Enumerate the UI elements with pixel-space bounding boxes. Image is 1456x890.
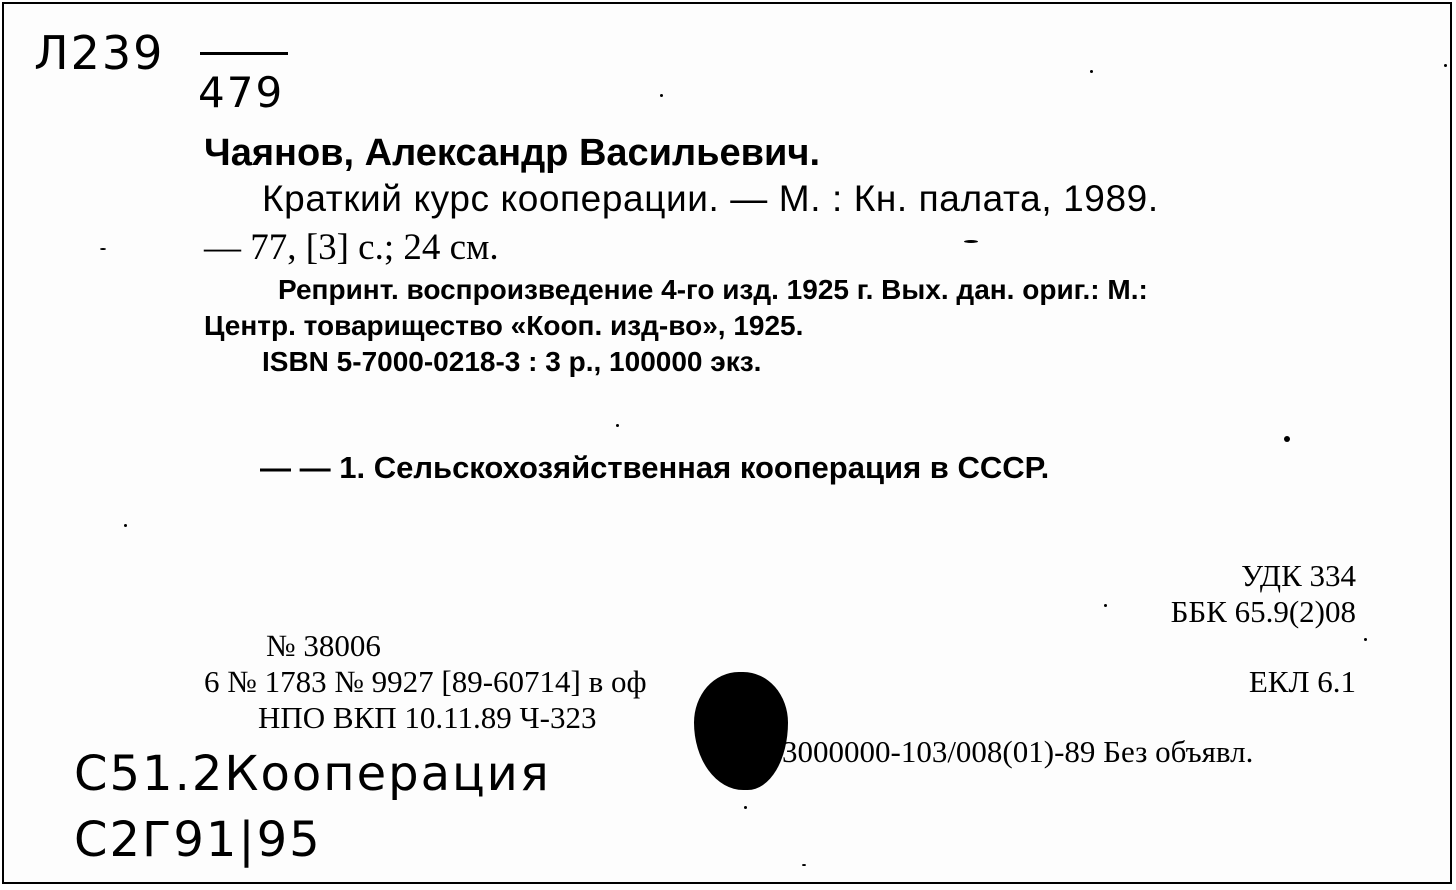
speck xyxy=(1104,604,1107,607)
speck xyxy=(964,240,978,243)
catalog-card xyxy=(2,2,1452,884)
speck xyxy=(1284,436,1290,442)
speck xyxy=(744,806,747,809)
speck xyxy=(802,864,806,866)
speck xyxy=(1364,638,1367,641)
registry-line-2: НПО ВКП 10.11.89 Ч-323 xyxy=(258,700,597,735)
extent-line: — 77, [3] с.; 24 см. xyxy=(204,227,499,268)
ekl-code: ЕКЛ 6.1 xyxy=(1248,664,1356,699)
speck xyxy=(100,248,106,250)
note-line-2: Центр. товарищество «Кооп. изд-во», 1925. xyxy=(204,310,804,341)
handwritten-code: Л239 xyxy=(34,26,165,80)
speck xyxy=(660,94,663,97)
title-line: Краткий курс кооперации. — М. : Кн. палата, 1989. xyxy=(262,178,1159,219)
registry-number: № 38006 xyxy=(266,628,381,663)
handwritten-fraction-number: 479 xyxy=(198,68,285,117)
speck xyxy=(1090,70,1093,73)
code-line: 3000000-103/008(01)-89 Без объявл. xyxy=(782,734,1254,769)
note-line-1: Репринт. воспроизведение 4-го изд. 1925 г. Вых. дан. ориг.: М.: xyxy=(278,274,1148,305)
speck xyxy=(616,424,619,427)
fraction-bar xyxy=(200,52,288,55)
speck xyxy=(124,524,127,527)
handwritten-shelf-note: С2Г91|95 xyxy=(74,812,322,868)
isbn-line: ISBN 5-7000-0218-3 : 3 р., 100000 экз. xyxy=(262,346,762,377)
subject-line: — — 1. Сельскохозяйственная кооперация в СССР. xyxy=(260,450,1050,485)
author-heading: Чаянов, Александр Васильевич. xyxy=(204,132,820,174)
handwritten-class-note: С51.2Кооперация xyxy=(74,746,551,802)
speck xyxy=(1444,64,1447,67)
udk-code: УДК 334 xyxy=(1241,558,1356,593)
bbk-code: ББК 65.9(2)08 xyxy=(1170,594,1356,629)
ink-blot xyxy=(694,672,788,790)
registry-line-1: 6 № 1783 № 9927 [89-60714] в оф xyxy=(204,664,647,699)
